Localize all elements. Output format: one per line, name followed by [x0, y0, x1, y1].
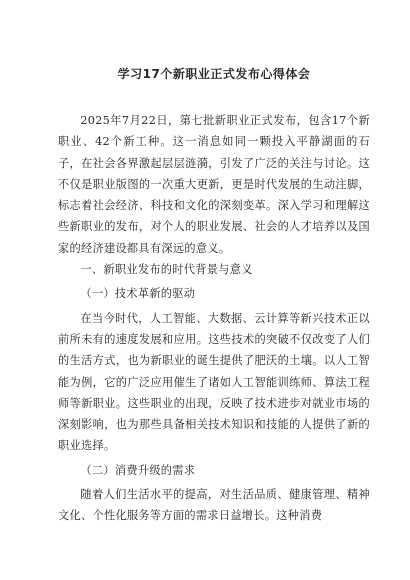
consumption-paragraph: 随着人们生活水平的提高，对生活品质、健康管理、精神文化、个性化服务等方面的需求日益增长。这种消费 [58, 488, 370, 523]
document-title: 学习17个新职业正式发布心得体会 [117, 67, 311, 81]
subsection-heading-tech: （一）技术革新的驱动 [80, 287, 196, 301]
tech-paragraph: 在当今时代，人工智能、大数据、云计算等新兴技术正以前所未有的速度发展和应用。这些技术的突破不仅改变了人们的生活方式，也为新职业的诞生提供了肥沃的土壤。以人工智能为例，它的广泛应用催生了诸如人工智能训练师、算法工程师等新职业。这些职业的出现，反映了技术进步对就业市场的深刻影响，也为那些具备相关技术知识和技能的人提供了新的职业选择。 [58, 311, 370, 453]
intro-paragraph: 2025年7月22日，第七批新职业正式发布，包含17个新职业、42个新工种。这一消息如同一颗投入平静湖面的石子，在社会各界激起层层涟漪，引发了广泛的关注与讨论。这不仅是职业版图的一次重大更新，更是时代发展的生动注脚，标志着社会经济、科技和文化的深刻变革。深入学习和理解这些新职业的发布，对个人的职业发展、社会的人才培养以及国家的经济建设都具有深远的意义。 [58, 114, 370, 255]
section-heading: 一、新职业发布的时代背景与意义 [80, 263, 253, 277]
subsection-heading-consumption: （二）消费升级的需求 [80, 463, 196, 477]
